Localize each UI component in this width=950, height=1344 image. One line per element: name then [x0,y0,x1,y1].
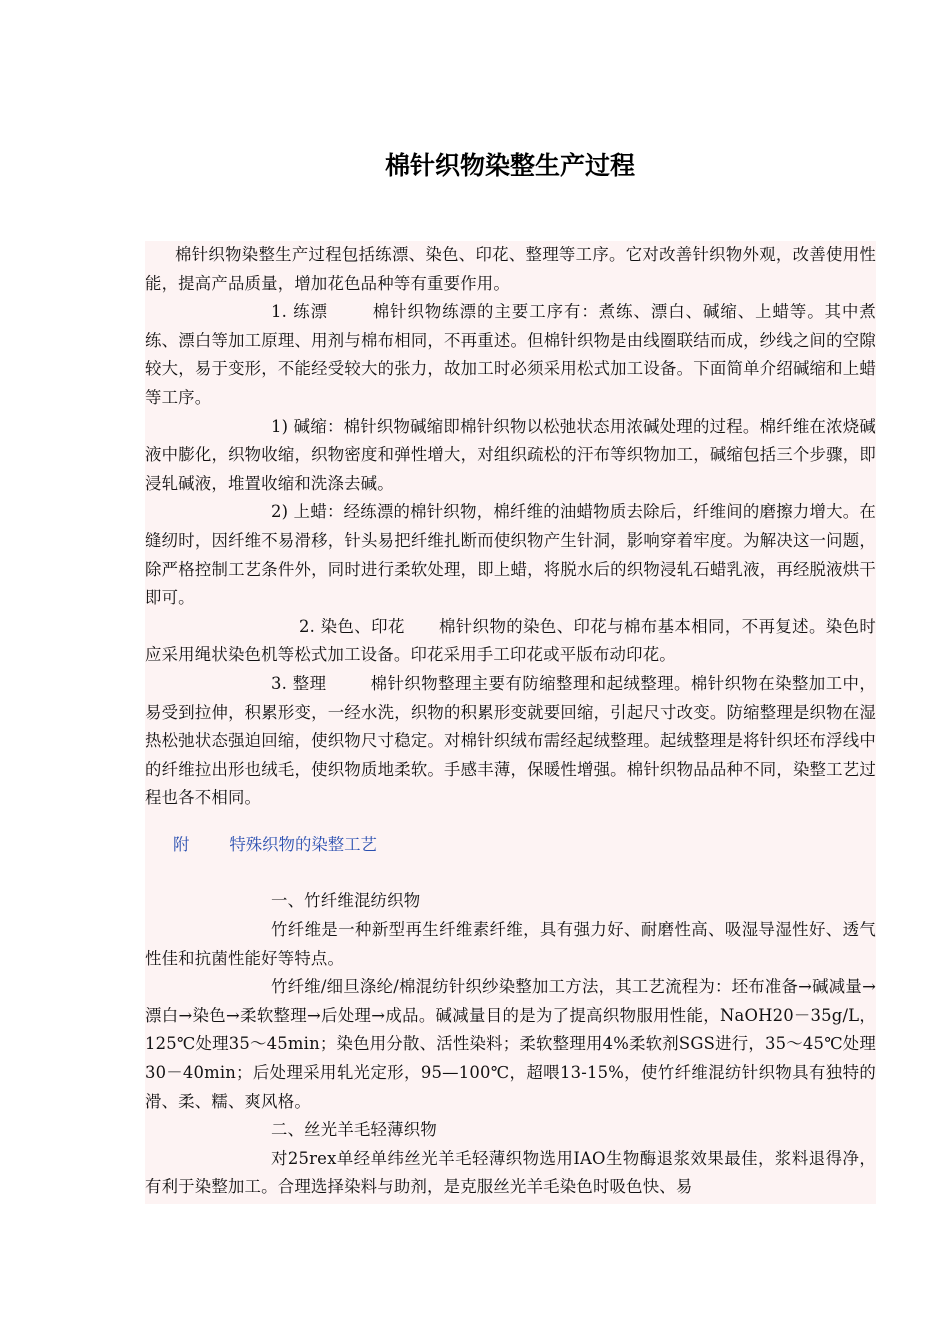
section-1b-paragraph: 2) 上蜡：经练漂的棉针织物，棉纤维的油蜡物质去除后，纤维间的磨擦力增大。在缝纫时，因纤维不易滑移，针头易把纤维扎断而使织物产生针洞，影响穿着牢度。为解决这一问题，除严格控制工艺条件外，同时进行柔软处理，即上蜡，将脱水后的织物浸轧石蜡乳液，再经脱液烘干即可。 [145,502,876,608]
appendix-1-paragraph-1: 竹纤维是一种新型再生纤维素纤维，具有强力好、耐磨性高、吸湿导湿性好、透气性佳和抗菌性能好等特点。 [145,920,876,968]
intro-paragraph: 棉针织物染整生产过程包括练漂、染色、印花、整理等工序。它对改善针织物外观，改善使用性能，提高产品质量，增加花色品种等有重要作用。 [145,245,876,293]
section-3-paragraph [145,670,876,813]
section-2-heading: 2. 染色、印花 [299,616,405,636]
section-1-text: 棉针织物练漂的主要工序有：煮练、漂白、碱缩、上蜡等。其中煮练、漂白等加工原理、用剂与棉布相同，不再重述。但棉针织物是由线圈联结而成，纱线之间的空隙较大，易于变形，不能经受较大的张力，故加工时必须采用松式加工设备。下面简单介绍碱缩和上蜡等工序。 [145,302,876,407]
page-title: 棉针织物染整生产过程 [384,151,635,180]
section-2-paragraph [145,613,876,670]
appendix-1-paragraph-2: 竹纤维/细旦涤纶/棉混纺针织纱染整加工方法，其工艺流程为：坯布准备→碱减量→漂白→染色→柔软整理→后处理→成品。碱减量目的是为了提高织物服用性能，NaOH20－35g/L，125℃处理35～45min；染色用分散、活性染料；柔软整理用4%柔软剂SGS进行，35～45℃处理30－40min；后处理采用轧光定形，95—100℃，超喂13-15%，使竹纤维混纺针织物具有独特的滑、柔、糯、爽风格。 [145,977,876,1111]
appendix-title: 特殊织物的染整工艺 [229,834,377,854]
section-1a-paragraph: 1) 碱缩：棉针织物碱缩即棉针织物以松弛状态用浓碱处理的过程。棉纤维在浓烧碱液中膨化，织物收缩，织物密度和弹性增大，对组织疏松的汗布等织物加工，碱缩包括三个步骤，即浸轧碱液，堆置收缩和洗涤去碱。 [145,416,876,493]
appendix-heading [145,831,876,860]
section-1-heading: 1. 练漂 [271,302,328,322]
appendix-mark: 附 [173,834,190,854]
document-body [145,241,876,1204]
appendix-1-heading: 一、竹纤维混纺织物 [271,891,421,911]
spacer [145,859,876,887]
section-3-text: 棉针织物整理主要有防缩整理和起绒整理。棉针织物在染整加工中，易受到拉伸，积累形变，一经水洗，织物的积累形变就要回缩，引起尺寸改变。防缩整理是织物在湿热松弛状态强迫回缩，使织物尺寸稳定。对棉针织绒布需经起绒整理。起绒整理是将针织坯布浮线中的纤维拉出形也绒毛，使织物质地柔软。手感丰薄，保暖性增强。棉针织物品品种不同，染整工艺过程也各不相同。 [145,673,876,808]
appendix-2-heading: 二、丝光羊毛轻薄织物 [271,1120,437,1140]
section-3-heading: 3. 整理 [271,673,327,693]
section-1-paragraph [145,298,876,412]
appendix-2-paragraph-1: 对25rex单经单纬丝光羊毛轻薄织物选用IAO生物酶退浆效果最佳，浆料退得净，有利于染整加工。合理选择染料与助剂，是克服丝光羊毛染色时吸色快、易 [145,1148,876,1197]
section-2-text: 棉针织物的染色、印花与棉布基本相同，不再复述。染色时应采用绳状染色机等松式加工设备。印花采用手工印花或平版布动印花。 [145,616,876,665]
